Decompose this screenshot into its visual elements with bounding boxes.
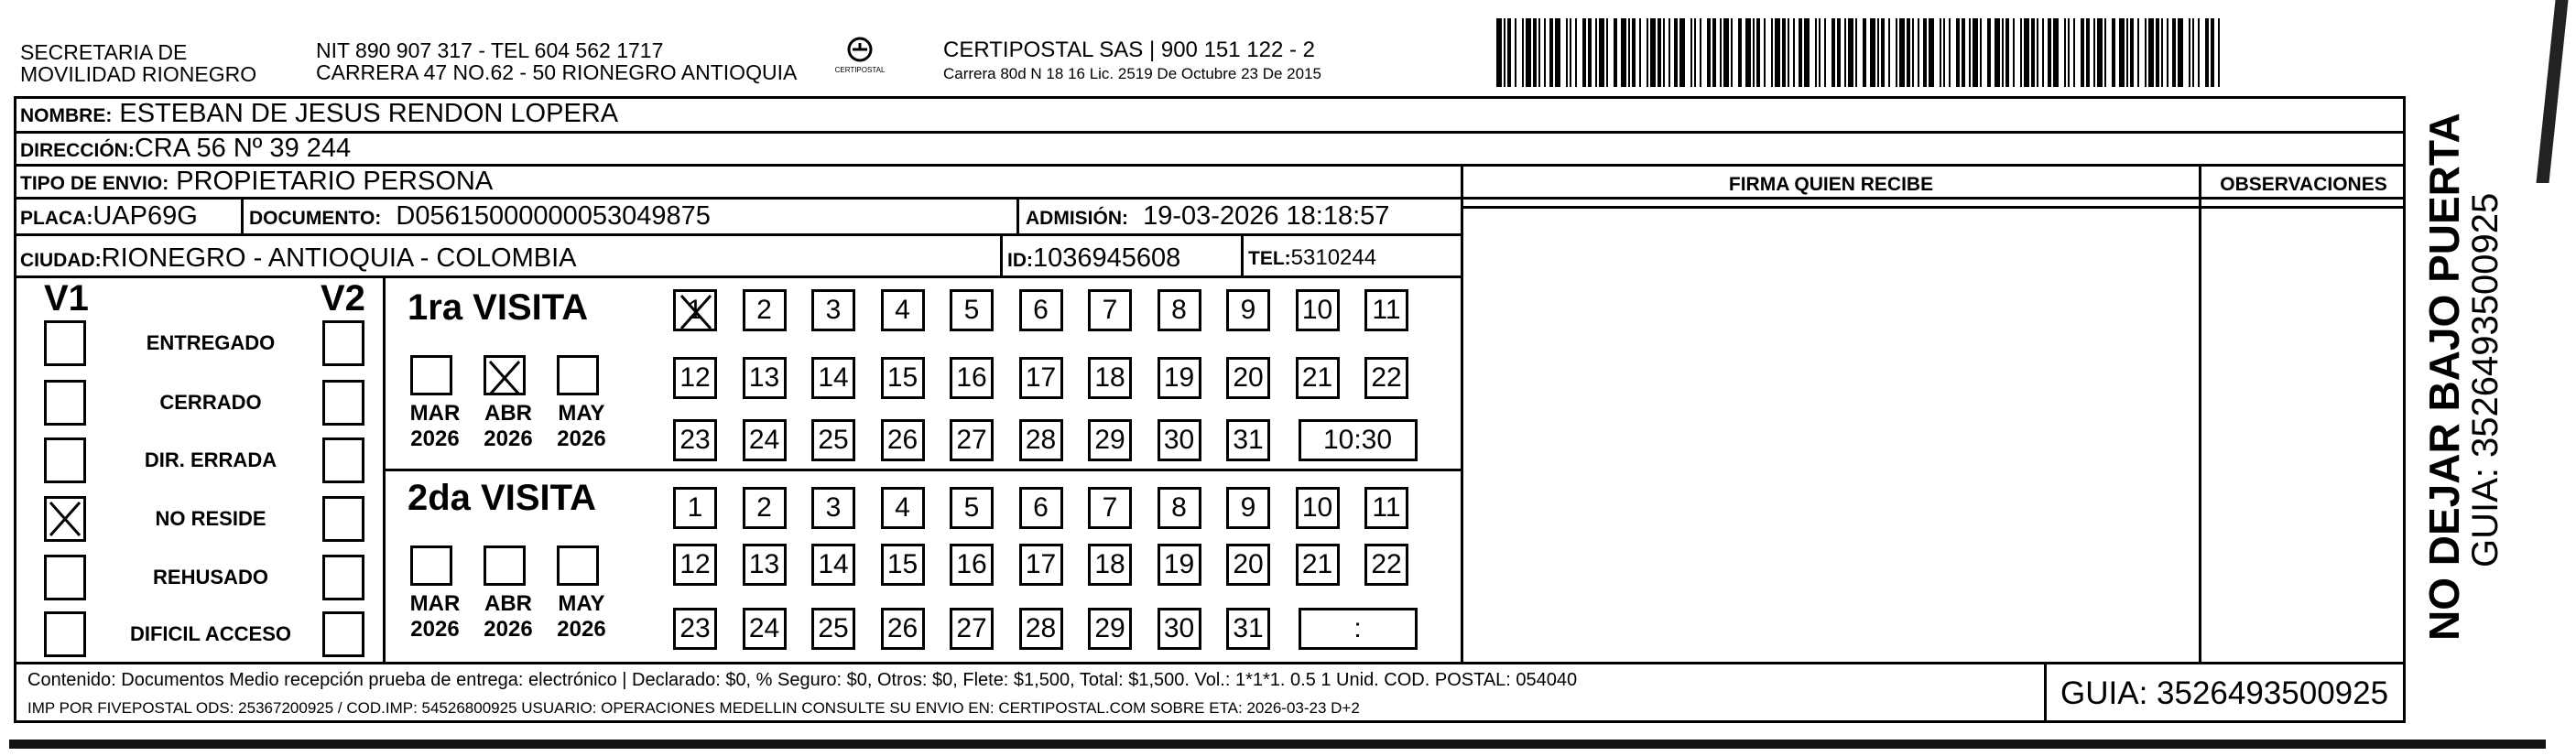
barcode-bar <box>2198 18 2200 87</box>
certipostal-logo <box>828 35 892 82</box>
day-box[interactable]: 7 <box>1088 487 1132 529</box>
barcode-bar <box>1775 18 1780 87</box>
year-label: 2026 <box>484 427 533 451</box>
day-box[interactable]: 3 <box>811 289 855 331</box>
barcode-bar <box>1679 18 1685 87</box>
barcode-bar <box>1628 18 1630 87</box>
month-label: MAR <box>409 591 461 616</box>
day-box[interactable]: 13 <box>743 357 787 399</box>
v1-checkbox[interactable] <box>44 611 86 657</box>
placa-label: PLACA: <box>20 208 93 229</box>
visit2-title: 2da VISITA <box>408 478 596 518</box>
barcode-bar <box>1837 18 1841 87</box>
direccion-value: CRA 56 Nº 39 244 <box>134 134 352 163</box>
barcode-bar <box>1639 18 1641 87</box>
footer-content-line: Contenido: Documentos Medio recepción prueba de entrega: electrónico | Declarado: $0, % Seguro: $0, Otros: $0, Flete: $1,500, Total: $1,500. Vol.: 1*1*1. 0.5 1 Unid. COD. POSTAL: 054040 <box>27 670 1578 690</box>
v2-checkbox[interactable] <box>322 380 364 426</box>
barcode-bar <box>1544 18 1546 87</box>
year-label: 2026 <box>484 617 533 642</box>
month-label: MAY <box>558 401 605 426</box>
day-box[interactable]: 13 <box>743 544 787 586</box>
barcode-bar <box>1888 18 1890 87</box>
admision-field <box>1026 200 1389 234</box>
day-box[interactable]: 14 <box>811 544 855 586</box>
day-box[interactable]: 19 <box>1158 544 1201 586</box>
barcode-bar <box>1969 18 1971 87</box>
observaciones-header: OBSERVACIONES <box>2220 174 2387 195</box>
col-divider <box>1241 233 1244 275</box>
barcode-bar <box>1647 18 1648 87</box>
day-box[interactable]: 1 <box>673 487 717 529</box>
status-label: NO RESIDE <box>155 507 266 530</box>
barcode-bar <box>1690 18 1692 87</box>
barcode-bar <box>1943 18 1945 87</box>
day-box[interactable]: 22 <box>1364 357 1408 399</box>
barcode-bar <box>2042 18 2044 87</box>
barcode-bar <box>2172 18 2176 87</box>
day-box[interactable]: 26 <box>881 608 925 650</box>
id-label: ID: <box>1007 250 1033 271</box>
v1-checkbox[interactable] <box>44 496 86 542</box>
barcode-bar <box>2167 18 2168 87</box>
day-box[interactable]: 31 <box>1226 419 1270 461</box>
year-label: 2026 <box>557 427 606 451</box>
barcode-bar <box>2126 18 2128 87</box>
day-box[interactable]: 27 <box>950 608 994 650</box>
barcode-bar <box>2097 18 2103 87</box>
barcode-bar <box>1694 18 1696 87</box>
v2-checkbox[interactable] <box>322 496 364 542</box>
side-guia: GUIA: 3526493500925 <box>2465 192 2505 567</box>
barcode-bar <box>1799 18 1802 87</box>
org-name-line2: MOVILIDAD RIONEGRO <box>20 62 257 86</box>
day-box[interactable]: 28 <box>1019 608 1063 650</box>
barcode-bar <box>2002 18 2004 87</box>
barcode-bar <box>1533 18 1537 87</box>
barcode-bar <box>2156 18 2159 87</box>
barcode-bar <box>2137 18 2139 87</box>
barcode-bar <box>1824 18 1826 87</box>
barcode-bar <box>2189 18 2190 87</box>
barcode-bar <box>1668 18 1670 87</box>
day-box[interactable]: 17 <box>1019 544 1063 586</box>
v1-checkbox[interactable] <box>44 380 86 426</box>
barcode-bar <box>1899 18 1905 87</box>
day-box[interactable]: 22 <box>1364 544 1408 586</box>
day-box[interactable]: 8 <box>1158 487 1201 529</box>
barcode-bar <box>1956 18 1960 87</box>
direccion-field <box>20 133 351 167</box>
barcode-bar <box>1507 18 1511 87</box>
barcode-bar <box>2053 18 2059 87</box>
firma-header: FIRMA QUIEN RECIBE <box>1728 174 1934 195</box>
month-label: MAR <box>409 401 461 426</box>
v2-checkbox[interactable] <box>322 555 364 600</box>
barcode-bar <box>1782 18 1786 87</box>
tel-field <box>1248 243 1376 275</box>
year-label: 2026 <box>410 427 460 451</box>
barcode-bar <box>1720 18 1722 87</box>
day-box[interactable]: 18 <box>1088 544 1132 586</box>
day-box[interactable]: 21 <box>1296 544 1340 586</box>
barcode-bar <box>1606 18 1608 87</box>
barcode-bar <box>1831 18 1835 87</box>
col-divider <box>1461 164 1463 663</box>
status-label: REHUSADO <box>153 566 268 589</box>
day-box[interactable]: 23 <box>673 419 717 461</box>
barcode-bar <box>1595 18 1597 87</box>
barcode-bar <box>1756 18 1760 87</box>
barcode-bar <box>2086 18 2090 87</box>
barcode-bar <box>1815 18 1817 87</box>
barcode-bar <box>2024 18 2029 87</box>
barcode-bar <box>1707 18 1711 87</box>
year-label: 2026 <box>410 617 460 642</box>
tipo-envio-label: TIPO DE ENVIO: <box>20 173 169 194</box>
day-box[interactable]: 25 <box>811 608 855 650</box>
nit-line: NIT 890 907 317 - TEL 604 562 1717 <box>316 38 664 62</box>
org-name-line1: SECRETARIA DE <box>20 40 188 64</box>
barcode-bar <box>1496 18 1502 87</box>
day-box[interactable]: 10 <box>1296 487 1340 529</box>
v2-checkbox[interactable] <box>322 611 364 657</box>
barcode-bar <box>1738 18 1742 87</box>
day-box[interactable]: 7 <box>1088 289 1132 331</box>
ciudad-field <box>20 243 577 276</box>
barcode-bar <box>1771 18 1773 87</box>
month-checkbox[interactable] <box>557 545 599 586</box>
nombre-value: ESTEBAN DE JESUS RENDON LOPERA <box>119 99 619 128</box>
barcode-bar <box>1804 18 1810 87</box>
barcode-bar <box>2020 18 2022 87</box>
month-checkbox[interactable] <box>410 545 452 586</box>
day-box[interactable]: 16 <box>950 544 994 586</box>
v2-checkbox[interactable] <box>322 320 364 366</box>
barcode-bar <box>1504 18 1505 87</box>
admision-label: ADMISIÓN: <box>1026 208 1128 229</box>
v1-header: V1 <box>44 278 89 319</box>
barcode-bar <box>1663 18 1665 87</box>
certipostal-line: CERTIPOSTAL SAS | 900 151 122 - 2 <box>943 38 1315 62</box>
day-box[interactable]: 10 <box>1296 289 1340 331</box>
day-box[interactable]: 30 <box>1158 419 1201 461</box>
tel-value: 5310244 <box>1290 245 1377 270</box>
license-line: Carrera 80d N 18 16 Lic. 2519 De Octubre 23 De 2015 <box>943 65 1321 82</box>
day-box[interactable]: 27 <box>950 419 994 461</box>
day-box[interactable]: 6 <box>1019 487 1063 529</box>
barcode-bar <box>2037 18 2038 87</box>
placa-value: UAP69G <box>92 201 198 231</box>
barcode-bar <box>2068 18 2070 87</box>
col-divider <box>2044 662 2047 723</box>
logo-text: CERTIPOSTAL <box>834 66 886 74</box>
day-box[interactable]: 23 <box>673 608 717 650</box>
barcode-bar <box>1907 18 1910 87</box>
v1-checkbox[interactable] <box>44 437 86 483</box>
barcode-bar <box>2013 18 2015 87</box>
status-label: DIFICIL ACCESO <box>129 622 291 645</box>
barcode-bar <box>1949 18 1951 87</box>
day-box[interactable]: 2 <box>743 289 787 331</box>
barcode-bar <box>1896 18 1897 87</box>
month-label: MAY <box>558 591 605 616</box>
barcode-bar <box>1929 18 1934 87</box>
barcode-bar <box>1575 18 1577 87</box>
day-box[interactable]: 29 <box>1088 419 1132 461</box>
barcode-bar <box>2005 18 2009 87</box>
barcode-bar <box>2161 18 2163 87</box>
tipo-envio-value: PROPIETARIO PERSONA <box>176 167 494 196</box>
id-value: 1036945608 <box>1033 243 1181 273</box>
day-box[interactable]: 20 <box>1226 544 1270 586</box>
barcode-bar <box>2031 18 2035 87</box>
day-box[interactable]: 30 <box>1158 608 1201 650</box>
barcode-bar <box>1940 18 1941 87</box>
barcode-bar <box>1614 18 1617 87</box>
documento-label: DOCUMENTO: <box>249 208 382 229</box>
footer-imp-line: IMP POR FIVEPOSTAL ODS: 25367200925 / COD.IMP: 54526800925 USUARIO: OPERACIONES MEDELLIN CONSULTE SU ENVIO EN: CERTIPOSTAL.COM SOBRE ETA: 2026-03-23 D+2 <box>27 699 1360 717</box>
col-divider <box>2199 164 2201 663</box>
barcode-bar <box>1555 18 1560 87</box>
barcode-bar <box>1674 18 1678 87</box>
barcode-bar <box>1731 18 1733 87</box>
day-box[interactable]: 20 <box>1226 357 1270 399</box>
barcode-bar <box>2093 18 2095 87</box>
col-divider <box>241 197 244 233</box>
day-box[interactable]: 15 <box>881 544 925 586</box>
v1-checkbox[interactable] <box>44 320 86 366</box>
visit1-title: 1ra VISITA <box>408 287 589 328</box>
nombre-field <box>20 98 618 132</box>
day-box[interactable]: 12 <box>673 357 717 399</box>
day-box[interactable]: 14 <box>811 357 855 399</box>
barcode-bar <box>1987 18 1991 87</box>
barcode-bar <box>2130 18 2134 87</box>
month-label: ABR <box>484 591 532 616</box>
barcode-bar <box>1549 18 1553 87</box>
row-divider <box>1463 206 2406 209</box>
day-box[interactable]: 19 <box>1158 357 1201 399</box>
barcode-bar <box>1764 18 1766 87</box>
barcode-bar <box>1650 18 1656 87</box>
direccion-label: DIRECCIÓN: <box>20 140 135 161</box>
year-label: 2026 <box>557 617 606 642</box>
day-box[interactable]: 11 <box>1364 487 1408 529</box>
day-box[interactable]: 5 <box>950 487 994 529</box>
time-box[interactable]: 10:30 <box>1299 419 1418 461</box>
barcode-bar <box>1863 18 1866 87</box>
documento-field <box>249 200 711 234</box>
barcode-bar <box>1844 18 1846 87</box>
status-label: CERRADO <box>159 391 262 414</box>
barcode-bar <box>1962 18 1965 87</box>
day-box[interactable]: 21 <box>1296 357 1340 399</box>
day-box[interactable]: 31 <box>1226 608 1270 650</box>
barcode-bar <box>1793 18 1795 87</box>
bottom-edge <box>9 740 2546 749</box>
barcode-bar <box>1582 18 1586 87</box>
day-box[interactable]: 26 <box>881 419 925 461</box>
day-box[interactable]: 11 <box>1364 289 1408 331</box>
edge-mark <box>2536 0 2568 183</box>
month-label: ABR <box>484 401 532 426</box>
barcode-bar <box>1918 18 1919 87</box>
barcode <box>1496 18 2227 87</box>
barcode-bar <box>1570 18 1571 87</box>
documento-value: D05615000000053049875 <box>396 201 711 231</box>
tipo-envio-field <box>20 166 493 200</box>
barcode-bar <box>1723 18 1729 87</box>
col-divider <box>1016 197 1019 233</box>
v2-header: V2 <box>321 278 365 319</box>
barcode-bar <box>1753 18 1755 87</box>
barcode-bar <box>1566 18 1568 87</box>
col-divider <box>1000 233 1003 275</box>
barcode-bar <box>2192 18 2194 87</box>
row-divider <box>14 662 2406 664</box>
logo-icon <box>828 35 892 82</box>
day-box[interactable]: 4 <box>881 487 925 529</box>
day-box[interactable]: 24 <box>743 419 787 461</box>
barcode-bar <box>2148 18 2154 87</box>
day-box[interactable]: 29 <box>1088 608 1132 650</box>
barcode-bar <box>1745 18 1751 87</box>
status-label: ENTREGADO <box>146 331 276 354</box>
barcode-bar <box>2218 18 2220 87</box>
day-box[interactable]: 8 <box>1158 289 1201 331</box>
v1-checkbox[interactable] <box>44 555 86 600</box>
barcode-bar <box>2112 18 2115 87</box>
barcode-bar <box>2178 18 2183 87</box>
barcode-bar <box>1855 18 1857 87</box>
day-box[interactable]: 25 <box>811 419 855 461</box>
time-box[interactable]: : <box>1299 608 1418 650</box>
barcode-bar <box>2119 18 2125 87</box>
month-checkbox[interactable] <box>410 355 452 395</box>
barcode-bar <box>2205 18 2209 87</box>
day-box[interactable]: 3 <box>811 487 855 529</box>
day-box[interactable]: 12 <box>673 544 717 586</box>
barcode-bar <box>1870 18 1875 87</box>
barcode-bar <box>1848 18 1853 87</box>
check-mark-icon <box>47 499 83 539</box>
day-box[interactable]: 28 <box>1019 419 1063 461</box>
day-box[interactable]: 24 <box>743 608 787 650</box>
day-box[interactable]: 5 <box>950 289 994 331</box>
barcode-bar <box>1658 18 1661 87</box>
barcode-bar <box>1912 18 1914 87</box>
v2-checkbox[interactable] <box>322 437 364 483</box>
placa-field <box>20 200 198 234</box>
barcode-bar <box>1599 18 1604 87</box>
barcode-bar <box>2145 18 2147 87</box>
barcode-bar <box>1632 18 1636 87</box>
nombre-label: NOMBRE: <box>20 105 113 126</box>
barcode-bar <box>1788 18 1789 87</box>
barcode-bar <box>1515 18 1516 87</box>
month-checkbox[interactable] <box>484 545 526 586</box>
barcode-bar <box>2073 18 2075 87</box>
barcode-bar <box>1712 18 1716 87</box>
barcode-bar <box>1980 18 1982 87</box>
barcode-bar <box>1522 18 1524 87</box>
ciudad-value: RIONEGRO - ANTIOQUIA - COLOMBIA <box>101 243 577 273</box>
barcode-bar <box>2064 18 2066 87</box>
barcode-bar <box>1538 18 1540 87</box>
barcode-bar <box>1877 18 1879 87</box>
barcode-bar <box>2081 18 2084 87</box>
month-checkbox[interactable] <box>484 355 526 395</box>
status-label: DIR. ERRADA <box>144 448 277 471</box>
barcode-bar <box>1819 18 1821 87</box>
barcode-bar <box>1526 18 1531 87</box>
row-divider <box>383 469 1463 471</box>
check-mark-icon <box>486 358 523 398</box>
day-box[interactable]: 17 <box>1019 357 1063 399</box>
id-field <box>1007 243 1180 276</box>
day-box[interactable]: 9 <box>1226 289 1270 331</box>
barcode-bar <box>1588 18 1592 87</box>
no-dejar-bajo-puerta: NO DEJAR BAJO PUERTA <box>2420 113 2468 641</box>
day-box[interactable]: 18 <box>1088 357 1132 399</box>
ciudad-label: CIUDAD: <box>20 250 102 271</box>
day-box[interactable]: 1 <box>673 289 717 331</box>
month-checkbox[interactable] <box>557 355 599 395</box>
barcode-bar <box>2104 18 2106 87</box>
day-box[interactable]: 2 <box>743 487 787 529</box>
admision-value: 19-03-2026 18:18:57 <box>1143 201 1390 231</box>
day-box[interactable]: 6 <box>1019 289 1063 331</box>
footer-guia: GUIA: 3526493500925 <box>2060 675 2389 711</box>
tel-label: TEL: <box>1248 248 1291 269</box>
barcode-bar <box>2048 18 2051 87</box>
barcode-bar <box>1923 18 1927 87</box>
barcode-bar <box>1700 18 1701 87</box>
day-box[interactable]: 15 <box>881 357 925 399</box>
day-box[interactable]: 16 <box>950 357 994 399</box>
barcode-bar <box>1881 18 1885 87</box>
day-box[interactable]: 9 <box>1226 487 1270 529</box>
barcode-bar <box>1621 18 1626 87</box>
barcode-bar <box>1994 18 2000 87</box>
barcode-bar <box>1973 18 1978 87</box>
address-line: CARRERA 47 NO.62 - 50 RIONEGRO ANTIOQUIA <box>316 60 798 84</box>
barcode-bar <box>2211 18 2214 87</box>
day-box[interactable]: 4 <box>881 289 925 331</box>
